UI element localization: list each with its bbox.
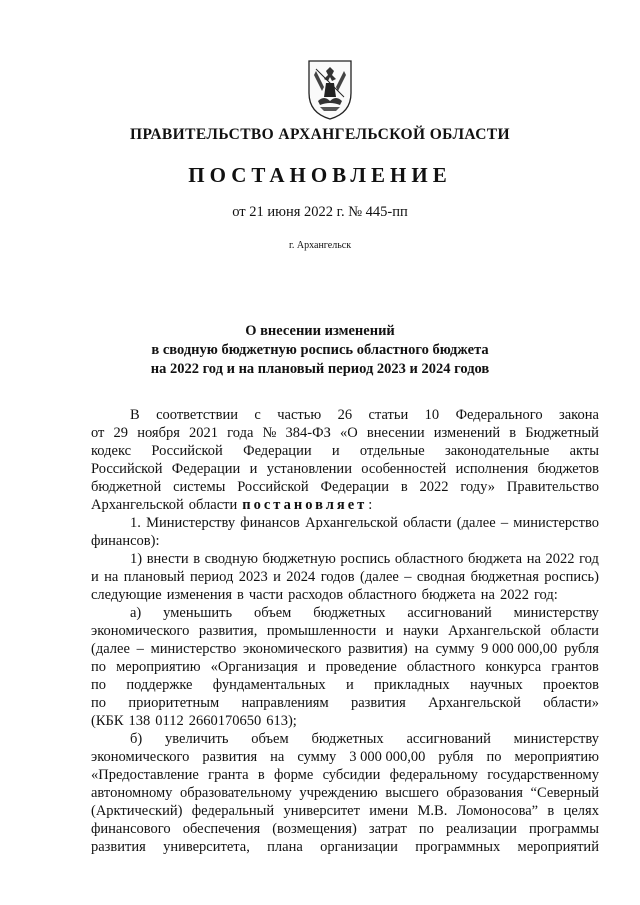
body-word: фундаментальных bbox=[212, 677, 326, 693]
body-word: Министерству bbox=[146, 515, 236, 531]
body-word: приоритетным bbox=[128, 695, 220, 711]
body-word: финансового bbox=[91, 821, 171, 837]
title-line: О внесении изменений bbox=[245, 323, 395, 339]
body-word: федеральный bbox=[191, 803, 275, 819]
body-word: рубля bbox=[438, 749, 474, 765]
body-word: министерство bbox=[513, 515, 599, 531]
body-word: Федерации bbox=[320, 479, 389, 495]
body-line bbox=[91, 496, 599, 514]
body-word: 1) bbox=[130, 551, 143, 567]
body-word: областного bbox=[394, 551, 464, 567]
body-word: в bbox=[237, 587, 244, 603]
body-line bbox=[91, 424, 599, 442]
body-word: изменения bbox=[166, 587, 233, 603]
body-line bbox=[91, 766, 599, 784]
body-word: частью bbox=[277, 407, 322, 423]
body-word: б) bbox=[130, 731, 143, 747]
body-word: – bbox=[136, 641, 144, 657]
body-word: развития) bbox=[348, 641, 408, 657]
body-word: акты bbox=[569, 443, 599, 459]
body-word: на bbox=[270, 749, 285, 765]
body-word: (далее bbox=[91, 641, 130, 657]
body-word: Федерации bbox=[171, 461, 241, 477]
body-word: образования bbox=[446, 785, 523, 801]
body-word: бюджета bbox=[468, 551, 523, 567]
body-word: 2660170650 bbox=[188, 713, 262, 729]
body-word: М.В. bbox=[417, 803, 448, 819]
body-word: : bbox=[368, 497, 373, 513]
body-line bbox=[91, 640, 599, 658]
body-word: роспись) bbox=[544, 569, 599, 585]
body-word: на bbox=[414, 641, 429, 657]
body-word: университет bbox=[283, 803, 360, 819]
body-word: сумму bbox=[297, 749, 337, 765]
body-word: министерство bbox=[150, 641, 237, 657]
body-line bbox=[91, 622, 599, 640]
body-word: расходов bbox=[288, 587, 344, 603]
body-word: и bbox=[249, 461, 258, 477]
body-word: области bbox=[188, 497, 238, 513]
body-word: (далее bbox=[456, 515, 496, 531]
body-line bbox=[91, 550, 599, 568]
title-line: в сводную бюджетную роспись областного бюджета bbox=[151, 342, 489, 358]
body-line bbox=[91, 820, 599, 838]
body-word: года bbox=[227, 425, 254, 441]
body-word: законодательные bbox=[445, 443, 550, 459]
body-line bbox=[91, 532, 599, 550]
body-word: год: bbox=[533, 587, 558, 603]
body-word: (далее bbox=[359, 569, 399, 585]
body-word: по bbox=[91, 695, 107, 711]
body-word: с bbox=[254, 407, 261, 423]
body-word: ассигнований bbox=[407, 605, 492, 621]
body-word: субсидии bbox=[322, 767, 381, 783]
body-word: Федерального bbox=[455, 407, 543, 423]
body-word: в bbox=[400, 479, 408, 495]
body-word: поддержке bbox=[126, 677, 193, 693]
body-word: области bbox=[550, 623, 599, 639]
body-word: и bbox=[331, 443, 340, 459]
body-word: бюджетную bbox=[262, 551, 336, 567]
body-word: период bbox=[189, 569, 234, 585]
body-word: а) bbox=[130, 605, 142, 621]
body-word: бюджетных bbox=[311, 731, 384, 747]
body-word: бюджетная bbox=[470, 569, 539, 585]
body-word: гранта bbox=[208, 767, 249, 783]
decree-keyword: постановляет bbox=[242, 497, 368, 513]
body-word: “Северный bbox=[530, 785, 599, 801]
body-word: – bbox=[500, 515, 509, 531]
body-word: экономического bbox=[91, 749, 190, 765]
body-word: годов bbox=[320, 569, 355, 585]
body-word: развития bbox=[350, 695, 406, 711]
body-word: кодекс bbox=[91, 443, 132, 459]
body-word: ассигнований bbox=[406, 731, 491, 747]
body-word: системы bbox=[173, 479, 226, 495]
body-word: Архангельской bbox=[305, 515, 398, 531]
body-line bbox=[91, 712, 599, 730]
body-word: финансов bbox=[240, 515, 300, 531]
body-word: экономического bbox=[91, 623, 190, 639]
body-word: Архангельской bbox=[91, 497, 184, 513]
body-word: научных bbox=[469, 677, 523, 693]
body-word: мероприятий bbox=[517, 839, 599, 855]
body-word: внести bbox=[146, 551, 189, 567]
decree-title bbox=[0, 322, 640, 379]
body-word: Федерации bbox=[243, 443, 312, 459]
body-word: плана bbox=[267, 839, 303, 855]
body-word: форме bbox=[273, 767, 314, 783]
body-word: ноября bbox=[137, 425, 180, 441]
body-line bbox=[91, 568, 599, 586]
document-type: ПОСТАНОВЛЕНИЕ bbox=[188, 163, 452, 187]
body-word: по bbox=[91, 659, 107, 675]
body-word: Правительство bbox=[506, 479, 599, 495]
body-word: финансов): bbox=[91, 533, 160, 549]
body-word: промышленности bbox=[266, 623, 377, 639]
body-word: имени bbox=[369, 803, 409, 819]
body-word: 10 bbox=[424, 407, 440, 423]
body-word: 2021 bbox=[189, 425, 219, 441]
body-word: «О bbox=[339, 425, 358, 441]
body-word: бюджетов bbox=[537, 461, 599, 477]
decree-city: г. Архангельск bbox=[288, 240, 352, 251]
body-word: программных bbox=[415, 839, 501, 855]
body-word: увеличить bbox=[165, 731, 229, 747]
body-word: развития, bbox=[198, 623, 258, 639]
body-word: соответствии bbox=[156, 407, 239, 423]
title-line: на 2022 год и на плановый период 2023 и 2024 годов bbox=[150, 361, 490, 377]
body-word: и bbox=[345, 677, 354, 693]
body-word: сводная bbox=[416, 569, 466, 585]
body-word: Российской bbox=[151, 443, 223, 459]
body-line bbox=[91, 586, 599, 604]
body-word: Российской bbox=[91, 461, 163, 477]
body-word: учреждению bbox=[299, 785, 378, 801]
body-word: в bbox=[257, 767, 265, 783]
body-line bbox=[91, 442, 599, 460]
body-word: В bbox=[130, 407, 140, 423]
body-word: целях bbox=[563, 803, 599, 819]
body-word: Ломоносова” bbox=[456, 803, 539, 819]
body-word: 2022 bbox=[545, 551, 575, 567]
body-word: направлениям bbox=[241, 695, 329, 711]
coat-of-arms-emblem bbox=[306, 57, 354, 121]
body-word: и bbox=[385, 623, 394, 639]
body-word: бюджета bbox=[421, 587, 476, 603]
body-word: области bbox=[403, 515, 452, 531]
body-line bbox=[91, 406, 599, 424]
body-word: внесении bbox=[366, 425, 425, 441]
body-word: 1. bbox=[130, 515, 141, 531]
body-word: в bbox=[547, 803, 555, 819]
decree-body bbox=[91, 406, 599, 856]
body-word: 2022 bbox=[419, 479, 449, 495]
body-word: государственному bbox=[487, 767, 599, 783]
body-word: мероприятию bbox=[116, 659, 201, 675]
body-word: 26 bbox=[337, 407, 353, 423]
body-word: изменений bbox=[433, 425, 501, 441]
body-word: развития bbox=[91, 839, 146, 855]
body-word: год bbox=[579, 551, 599, 567]
body-word: 9 000 000,00 bbox=[481, 641, 558, 657]
body-word: проведение bbox=[325, 659, 397, 675]
body-word: в bbox=[193, 551, 201, 567]
body-line bbox=[91, 694, 599, 712]
body-word: роспись bbox=[340, 551, 391, 567]
body-line bbox=[91, 676, 599, 694]
body-word: рубля bbox=[563, 641, 599, 657]
body-word: бюджетной bbox=[91, 479, 162, 495]
body-word: объем bbox=[251, 731, 289, 747]
body-word: Архангельской bbox=[428, 695, 521, 711]
body-word: областного bbox=[406, 659, 476, 675]
body-word: в bbox=[509, 425, 517, 441]
body-word: организации bbox=[320, 839, 398, 855]
body-word: 29 bbox=[113, 425, 129, 441]
body-word: обеспечения bbox=[182, 821, 261, 837]
body-word: № bbox=[262, 425, 277, 441]
body-word: прикладных bbox=[374, 677, 450, 693]
body-word: исполнения bbox=[455, 461, 529, 477]
body-word: 0112 bbox=[155, 713, 184, 729]
body-word: году» bbox=[460, 479, 496, 495]
body-word: конкурса bbox=[485, 659, 542, 675]
body-word: (КБК bbox=[91, 713, 124, 729]
body-line bbox=[91, 748, 599, 766]
body-word: по bbox=[418, 821, 434, 837]
body-word: развития bbox=[202, 749, 258, 765]
body-line bbox=[91, 514, 599, 532]
body-word: 2023 bbox=[238, 569, 268, 585]
body-word: и bbox=[273, 569, 281, 585]
government-name: ПРАВИТЕЛЬСТВО АРХАНГЕЛЬСКОЙ ОБЛАСТИ bbox=[129, 126, 510, 143]
body-word: статьи bbox=[368, 407, 409, 423]
body-word: науки bbox=[403, 623, 439, 639]
body-word: сумму bbox=[435, 641, 475, 657]
body-word: Бюджетный bbox=[525, 425, 599, 441]
body-word: – bbox=[404, 569, 412, 585]
body-word: уменьшить bbox=[163, 605, 233, 621]
body-word: 384-ФЗ bbox=[285, 425, 331, 441]
body-word: грантов bbox=[551, 659, 599, 675]
body-word: университета, bbox=[163, 839, 250, 855]
body-word: автономному bbox=[91, 785, 173, 801]
body-word: 613); bbox=[266, 713, 297, 729]
body-word: 2024 bbox=[286, 569, 316, 585]
body-line bbox=[91, 604, 599, 622]
body-word: 2022 bbox=[499, 587, 529, 603]
body-word: закона bbox=[559, 407, 599, 423]
body-word: отдельные bbox=[359, 443, 425, 459]
body-word: реализации bbox=[446, 821, 517, 837]
decree-date-number: от 21 июня 2022 г. № 445-пп bbox=[232, 204, 408, 220]
body-word: министерству bbox=[513, 731, 599, 747]
body-line bbox=[91, 802, 599, 820]
body-word: проектов bbox=[543, 677, 599, 693]
body-line bbox=[91, 658, 599, 676]
body-word: сводную bbox=[204, 551, 258, 567]
body-word: затрат bbox=[368, 821, 407, 837]
body-line bbox=[91, 460, 599, 478]
body-word: (возмещения) bbox=[272, 821, 357, 837]
body-line bbox=[91, 478, 599, 496]
body-word: Архангельской bbox=[448, 623, 541, 639]
body-line bbox=[91, 730, 599, 748]
body-line bbox=[91, 838, 599, 856]
body-word: от bbox=[91, 425, 105, 441]
body-word: 138 bbox=[128, 713, 151, 729]
body-word: на bbox=[480, 587, 495, 603]
body-word: объем bbox=[253, 605, 292, 621]
body-word: 3 000 000,00 bbox=[349, 749, 426, 765]
body-line bbox=[91, 784, 599, 802]
body-word: программы bbox=[528, 821, 599, 837]
body-word: Российской bbox=[237, 479, 309, 495]
body-word: части bbox=[248, 587, 284, 603]
body-word: экономического bbox=[243, 641, 342, 657]
body-word: следующие bbox=[91, 587, 162, 603]
body-word: (Арктический) bbox=[91, 803, 183, 819]
body-word: федеральному bbox=[389, 767, 478, 783]
body-word: области» bbox=[543, 695, 599, 711]
body-word: и bbox=[307, 659, 316, 675]
body-word: на bbox=[526, 551, 541, 567]
body-word: «Организация bbox=[210, 659, 298, 675]
body-word: особенностей bbox=[361, 461, 447, 477]
body-word: бюджетных bbox=[313, 605, 386, 621]
body-word: по bbox=[91, 677, 107, 693]
body-word: и bbox=[91, 569, 99, 585]
body-word: плановый bbox=[123, 569, 185, 585]
body-word: на bbox=[104, 569, 119, 585]
body-word: областного bbox=[348, 587, 417, 603]
body-word: образовательному bbox=[180, 785, 292, 801]
body-word: министерству bbox=[513, 605, 599, 621]
body-word: «Предоставление bbox=[91, 767, 199, 783]
body-word: по bbox=[486, 749, 502, 765]
body-word: высшего bbox=[385, 785, 439, 801]
body-word: мероприятию bbox=[514, 749, 599, 765]
body-word: установлении bbox=[266, 461, 352, 477]
